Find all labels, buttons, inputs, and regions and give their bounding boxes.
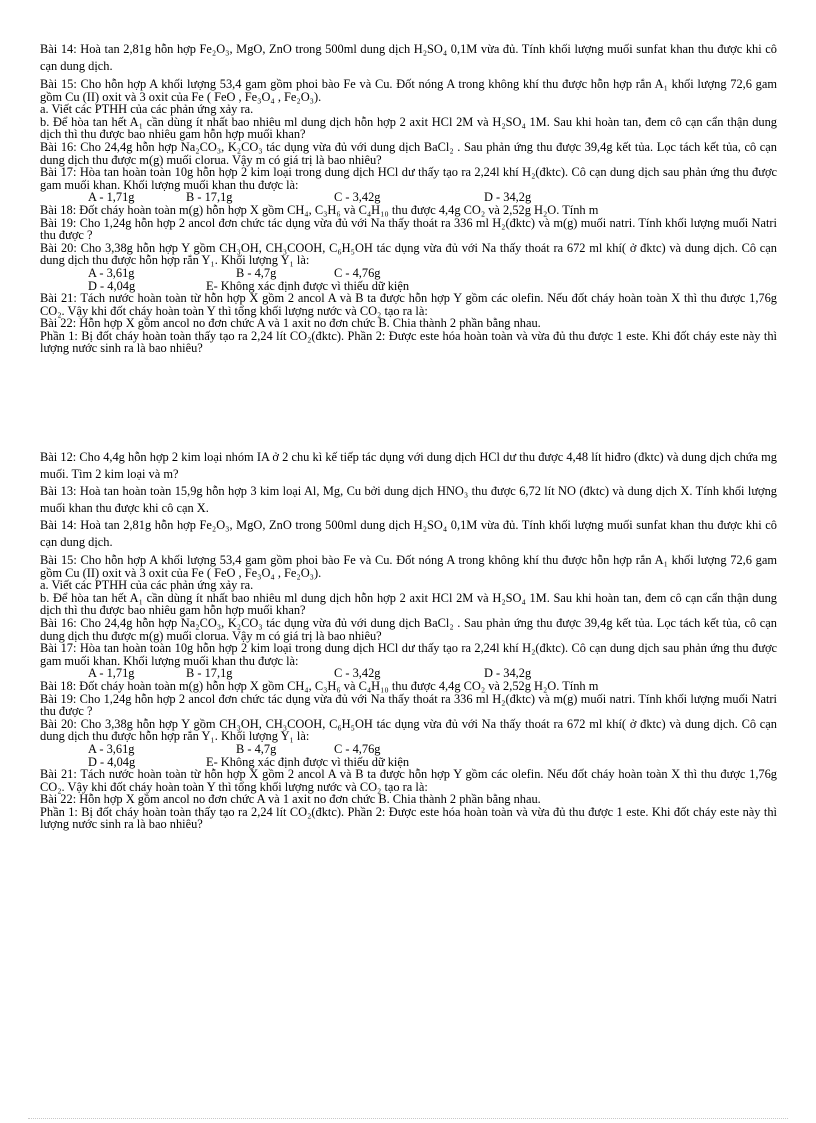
option: A - 3,61g: [88, 741, 135, 756]
bai-21: Bài 21: Tách nước hoàn toàn từ hỗn hợp X gồm 2 ancol A và B ta được hỗn hợp Y gồm các olefin. Nếu đốt cháy hoàn toàn X thì thu được 1,76g CO₂. Vậy khi đốt cháy hoàn toàn Y thì tổng khối lượng nước và CO₂ tạo ra là:: [40, 767, 777, 794]
bai-15: Bài 15: Cho hỗn hợp A khối lượng 53,4 gam gồm phoi bào Fe và Cu. Đốt nóng A trong không khí thu được hỗn hợp rắn A₁ khối lượng 72,6 gam gồm Cu (II) oxit và 3 oxit của Fe ( FeO , Fe₃O₄ , Fe₂O₃).: [40, 553, 777, 580]
bai-22-parts: Phần 1: Bị đốt cháy hoàn toàn thấy tạo ra 2,24 lít CO₂(đktc). Phần 2: Được este hóa hoàn toàn và vừa đủ thu được 1 este. Khi đốt cháy este này thì lượng nước sinh ra là bao nhiêu?: [40, 328, 777, 356]
bai-19: Bài 19: Cho 1,24g hỗn hợp 2 ancol đơn chức tác dụng vừa đủ với Na thấy thoát ra 336 ml H₂(đktc) và m(g) muối natri. Tính khối lượng muối Natri thu được ?: [40, 691, 777, 719]
bai-22: Bài 22: Hỗn hợp X gồm ancol no đơn chức A và 1 axit no đơn chức B. Chia thành 2 phần bằng nhau.: [40, 792, 541, 807]
option: D - 34,2g: [484, 666, 532, 681]
bai-20-options-1: [40, 743, 777, 756]
bai-15-b: b. Để hòa tan hết A₁ cần dùng ít nhất bao nhiêu ml dung dịch hỗn hợp 2 axit HCl 2M và H₂SO₄ 1M. Sau khi hoàn tan, đem cô cạn cẩn thận dung dịch thì thu được bao nhiêu gam hỗn hợp muối khan?: [40, 114, 777, 142]
bai-19: Bài 19: Cho 1,24g hỗn hợp 2 ancol đơn chức tác dụng vừa đủ với Na thấy thoát ra 336 ml H₂(đktc) và m(g) muối natri. Tính khối lượng muối Natri thu được ?: [40, 215, 777, 243]
option: B - 17,1g: [186, 666, 233, 681]
option: D - 4,04g: [88, 754, 136, 769]
bai-21: Bài 21: Tách nước hoàn toàn từ hỗn hợp X gồm 2 ancol A và B ta được hỗn hợp Y gồm các olefin. Nếu đốt cháy hoàn toàn X thì thu được 1,76g CO₂. Vậy khi đốt cháy hoàn toàn Y thì tổng khối lượng nước và CO₂ tạo ra là:: [40, 291, 777, 318]
bai-16: Bài 16: Cho 24,4g hỗn hợp Na₂CO₃, K₂CO₃ tác dụng vừa đủ với dung dịch BaCl₂ . Sau phản ứng thu được 39,4g kết tủa. Lọc tách kết tủa, cô cạn dung dịch thu được m(g) muối clorua. Vậy m có giá trị là bao nhiêu?: [40, 615, 777, 643]
bai-17: Bài 17: Hòa tan hoàn toàn 10g hỗn hợp 2 kim loại trong dung dịch HCl dư thấy tạo ra 2,24l khí H₂(đktc). Cô cạn dung dịch sau phản ứng thu được gam muối khan. Khối lượng muối khan thu được là:: [40, 641, 777, 668]
option: D - 34,2g: [484, 190, 532, 205]
option: A - 1,71g: [88, 190, 135, 205]
bai-14: Bài 14: Hoà tan 2,81g hỗn hợp Fe₂O₃, MgO, ZnO trong 500ml dung dịch H₂SO₄ 0,1M vừa đủ. Tính khối lượng muối sunfat khan thu được khi cô cạn dung dịch.: [40, 42, 777, 73]
section-2: [40, 449, 777, 831]
option: E- Không xác định được vì thiếu dữ kiện: [206, 278, 410, 293]
bai-20: Bài 20: Cho 3,38g hỗn hợp Y gồm CH₃OH, CH₃COOH, C₆H₅OH tác dụng vừa đủ với Na thấy thoát ra 672 ml khí( ở đktc) và dung dịch. Cô cạn dung dịch thu được hỗn hợp rắn Y₁. Khối lượng Y₁ là:: [40, 716, 777, 744]
page-bottom-rule: [28, 1118, 788, 1119]
bai-13: Bài 13: Hoà tan hoàn toàn 15,9g hỗn hợp 3 kim loại Al, Mg, Cu bởi dung dịch HNO₃ thu được 6,72 lít NO (đktc) và dung dịch X. Tính khối lượng muối khan thu được khi cô cạn X.: [40, 484, 777, 515]
bai-18: Bài 18: Đốt cháy hoàn toàn m(g) hỗn hợp X gồm CH₄, C₃H₆ và C₄H₁₀ thu được 4,4g CO₂ và 2,52g H₂O. Tính m: [40, 678, 599, 693]
option: C - 3,42g: [334, 190, 381, 205]
section-1: [40, 41, 777, 355]
option: A - 3,61g: [88, 265, 135, 280]
bai-15-a: a. Viết các PTHH của các phản ứng xảy ra.: [40, 102, 254, 117]
bai-16: Bài 16: Cho 24,4g hỗn hợp Na₂CO₃, K₂CO₃ tác dụng vừa đủ với dung dịch BaCl₂ . Sau phản ứng thu được 39,4g kết tủa. Lọc tách kết tủa, cô cạn dung dịch thu được m(g) muối clorua. Vậy m có giá trị là bao nhiêu?: [40, 139, 777, 167]
option: D - 4,04g: [88, 278, 136, 293]
bai-22: Bài 22: Hỗn hợp X gồm ancol no đơn chức A và 1 axit no đơn chức B. Chia thành 2 phần bằng nhau.: [40, 316, 541, 331]
bai-12: Bài 12: Cho 4,4g hỗn hợp 2 kim loại nhóm IA ở 2 chu kì kế tiếp tác dụng với dung dịch HCl dư thu được 4,48 lít hiđro (đktc) và dung dịch chứa mg muối. Tìm 2 kim loại và m?: [40, 450, 777, 481]
option: B - 17,1g: [186, 190, 233, 205]
option: E- Không xác định được vì thiếu dữ kiện: [206, 754, 410, 769]
bai-17: Bài 17: Hòa tan hoàn toàn 10g hỗn hợp 2 kim loại trong dung dịch HCl dư thấy tạo ra 2,24l khí H₂(đktc). Cô cạn dung dịch sau phản ứng thu được gam muối khan. Khối lượng muối khan thu được là:: [40, 165, 777, 192]
bai-15-b: b. Để hòa tan hết A₁ cần dùng ít nhất bao nhiêu ml dung dịch hỗn hợp 2 axit HCl 2M và H₂SO₄ 1M. Sau khi hoàn tan, đem cô cạn cẩn thận dung dịch thì thu được bao nhiêu gam hỗn hợp muối khan?: [40, 590, 777, 618]
option: B - 4,7g: [236, 741, 277, 756]
bai-20: Bài 20: Cho 3,38g hỗn hợp Y gồm CH₃OH, CH₃COOH, C₆H₅OH tác dụng vừa đủ với Na thấy thoát ra 672 ml khí( ở đktc) và dung dịch. Cô cạn dung dịch thu được hỗn hợp rắn Y₁. Khối lượng Y₁ là:: [40, 240, 777, 268]
option: C - 4,76g: [334, 741, 381, 756]
bai-18: Bài 18: Đốt cháy hoàn toàn m(g) hỗn hợp X gồm CH₄, C₃H₆ và C₄H₁₀ thu được 4,4g CO₂ và 2,52g H₂O. Tính m: [40, 202, 599, 217]
bai-20-options-1: [40, 267, 777, 280]
option: C - 3,42g: [334, 666, 381, 681]
bai-14: Bài 14: Hoà tan 2,81g hỗn hợp Fe₂O₃, MgO, ZnO trong 500ml dung dịch H₂SO₄ 0,1M vừa đủ. Tính khối lượng muối sunfat khan thu được khi cô cạn dung dịch.: [40, 518, 777, 549]
bai-15-a: a. Viết các PTHH của các phản ứng xảy ra.: [40, 578, 254, 593]
bai-15: Bài 15: Cho hỗn hợp A khối lượng 53,4 gam gồm phoi bào Fe và Cu. Đốt nóng A trong không khí thu được hỗn hợp rắn A₁ khối lượng 72,6 gam gồm Cu (II) oxit và 3 oxit của Fe ( FeO , Fe₃O₄ , Fe₂O₃).: [40, 77, 777, 104]
option: C - 4,76g: [334, 265, 381, 280]
option: A - 1,71g: [88, 666, 135, 681]
option: B - 4,7g: [236, 265, 277, 280]
bai-22-parts: Phần 1: Bị đốt cháy hoàn toàn thấy tạo ra 2,24 lít CO₂(đktc). Phần 2: Được este hóa hoàn toàn và vừa đủ thu được 1 este. Khi đốt cháy este này thì lượng nước sinh ra là bao nhiêu?: [40, 804, 777, 832]
